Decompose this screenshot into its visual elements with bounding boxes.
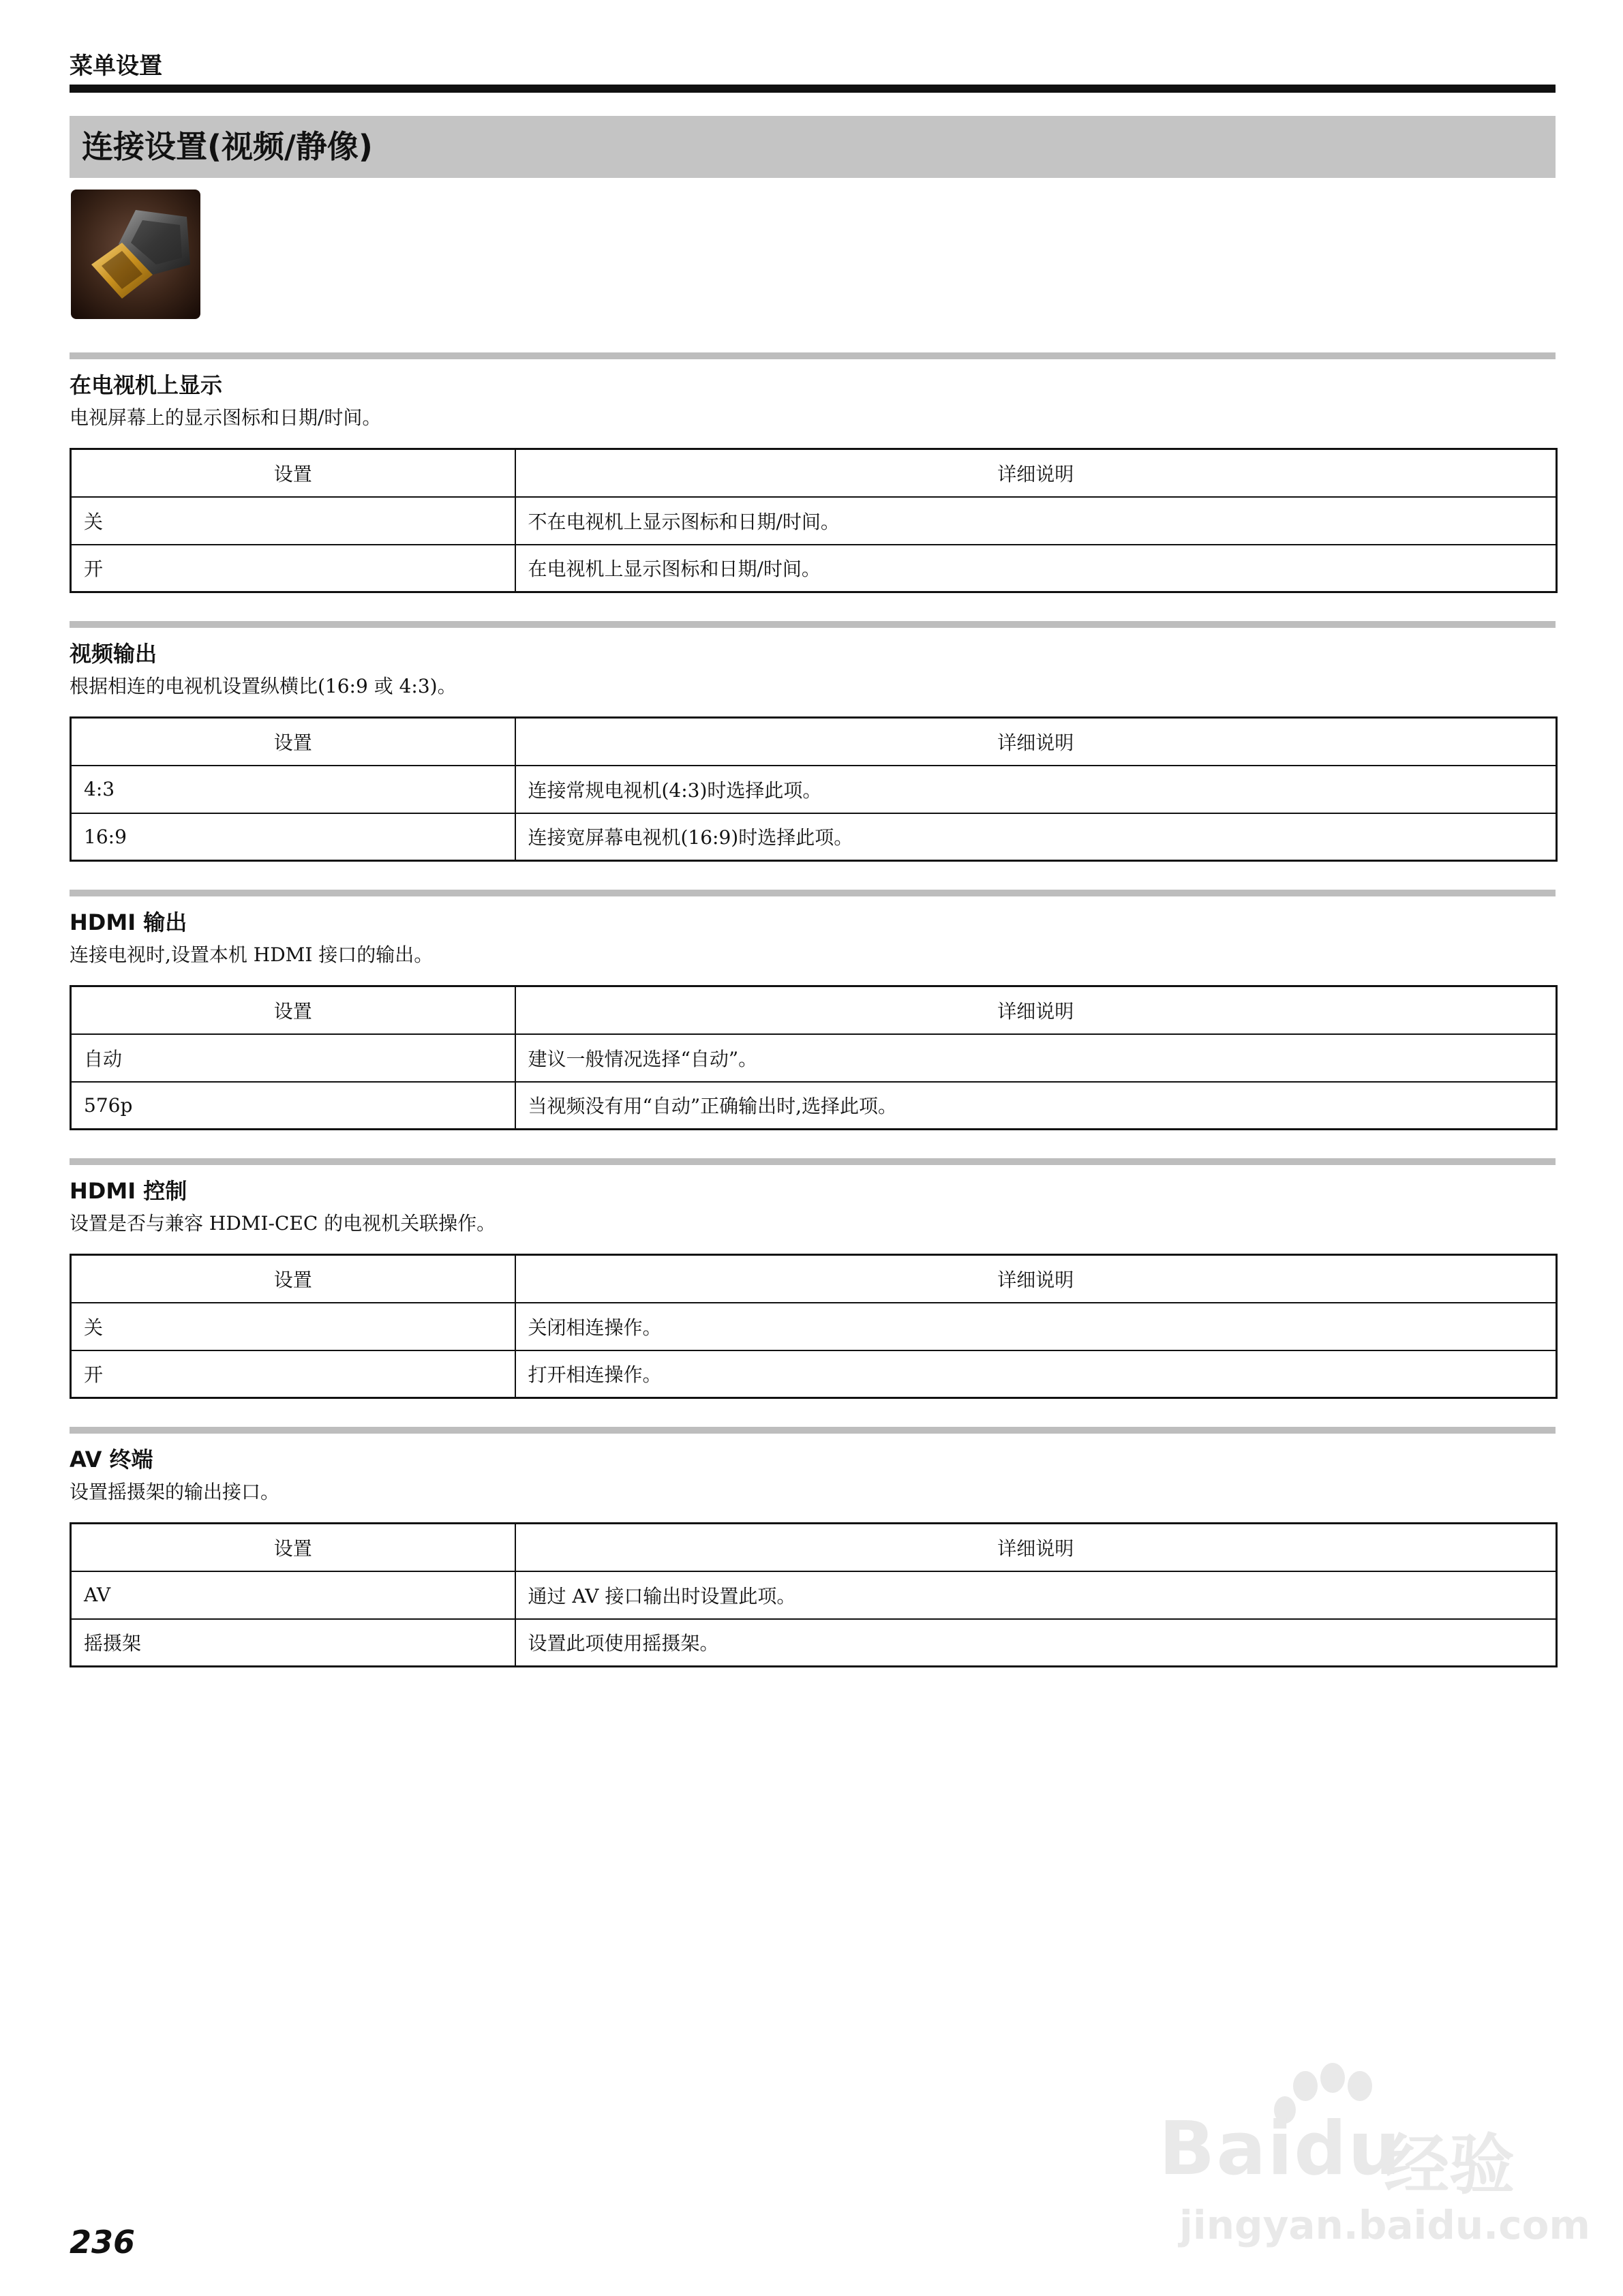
settings-table <box>70 716 1558 862</box>
table-row <box>71 1082 1557 1130</box>
block-rule <box>70 1427 1556 1434</box>
table-row <box>71 497 1557 545</box>
cell-detail: 关闭相连操作。 <box>515 1303 1557 1350</box>
watermark-brand: Baidu <box>1159 2106 1402 2192</box>
block-rule <box>70 890 1556 896</box>
block-title: AV 终端 <box>70 1447 153 1472</box>
table-row <box>71 1571 1557 1619</box>
block-desc: 设置是否与兼容 HDMI-CEC 的电视机关联操作。 <box>70 1212 496 1235</box>
cell-setting: 关 <box>71 1303 515 1350</box>
header-setting: 设置 <box>71 718 515 766</box>
cell-setting: 自动 <box>71 1034 515 1082</box>
page-header <box>70 48 1556 93</box>
header-detail: 详细说明 <box>515 1255 1557 1303</box>
cell-detail: 连接常规电视机(4:3)时选择此项。 <box>515 766 1557 813</box>
header-setting: 设置 <box>71 1255 515 1303</box>
header-setting: 设置 <box>71 986 515 1034</box>
block-rule <box>70 352 1556 359</box>
block-title: HDMI 输出 <box>70 909 187 935</box>
settings-table <box>70 985 1558 1130</box>
cell-setting: 摇摄架 <box>71 1619 515 1667</box>
header-detail: 详细说明 <box>515 986 1557 1034</box>
block-display-on-tv <box>70 352 1556 593</box>
cell-detail: 打开相连操作。 <box>515 1350 1557 1398</box>
cell-setting: 开 <box>71 545 515 592</box>
settings-table <box>70 448 1558 593</box>
table-row <box>71 545 1557 592</box>
header-setting: 设置 <box>71 449 515 497</box>
cell-detail: 不在电视机上显示图标和日期/时间。 <box>515 497 1557 545</box>
table-row <box>71 1619 1557 1667</box>
cell-setting: 关 <box>71 497 515 545</box>
header-rule <box>70 85 1556 93</box>
cell-setting: AV <box>71 1571 515 1619</box>
block-desc: 连接电视时,设置本机 HDMI 接口的输出。 <box>70 943 434 966</box>
hdmi-connector-icon <box>71 190 200 319</box>
table-header-row <box>71 1255 1557 1303</box>
block-video-output <box>70 621 1556 862</box>
header-setting: 设置 <box>71 1524 515 1571</box>
table-row <box>71 1350 1557 1398</box>
block-desc: 根据相连的电视机设置纵横比(16:9 或 4:3)。 <box>70 675 457 697</box>
cell-detail: 在电视机上显示图标和日期/时间。 <box>515 545 1557 592</box>
section-title: 连接设置(视频/静像) <box>70 116 1556 178</box>
table-row <box>71 813 1557 861</box>
cell-setting: 4:3 <box>71 766 515 813</box>
settings-table <box>70 1522 1558 1667</box>
cell-detail: 当视频没有用“自动”正确输出时,选择此项。 <box>515 1082 1557 1130</box>
block-hdmi-control <box>70 1158 1556 1399</box>
block-desc: 设置摇摄架的输出接口。 <box>70 1481 280 1503</box>
block-av-terminal <box>70 1427 1556 1667</box>
watermark-url: jingyan.baidu.com <box>1179 2202 1590 2248</box>
cell-setting: 开 <box>71 1350 515 1398</box>
cell-detail: 通过 AV 接口输出时设置此项。 <box>515 1571 1557 1619</box>
cell-setting: 16:9 <box>71 813 515 861</box>
block-hdmi-output <box>70 890 1556 1130</box>
baidu-watermark <box>1152 2059 1590 2263</box>
block-rule <box>70 621 1556 628</box>
block-title: 在电视机上显示 <box>70 372 223 398</box>
settings-table <box>70 1254 1558 1399</box>
table-row <box>71 1303 1557 1350</box>
cell-detail: 设置此项使用摇摄架。 <box>515 1619 1557 1667</box>
block-rule <box>70 1158 1556 1165</box>
block-title: 视频输出 <box>70 641 157 667</box>
cell-setting: 576p <box>71 1082 515 1130</box>
table-row <box>71 766 1557 813</box>
watermark-cn: 经验 <box>1384 2127 1515 2203</box>
page-number: 236 <box>70 2224 136 2261</box>
header-detail: 详细说明 <box>515 449 1557 497</box>
table-header-row <box>71 718 1557 766</box>
table-header-row <box>71 449 1557 497</box>
header-title: 菜单设置 <box>70 52 162 80</box>
cell-detail: 连接宽屏幕电视机(16:9)时选择此项。 <box>515 813 1557 861</box>
block-desc: 电视屏幕上的显示图标和日期/时间。 <box>70 406 382 429</box>
block-title: HDMI 控制 <box>70 1178 187 1204</box>
table-row <box>71 1034 1557 1082</box>
table-header-row <box>71 1524 1557 1571</box>
header-detail: 详细说明 <box>515 1524 1557 1571</box>
header-detail: 详细说明 <box>515 718 1557 766</box>
cell-detail: 建议一般情况选择“自动”。 <box>515 1034 1557 1082</box>
table-header-row <box>71 986 1557 1034</box>
